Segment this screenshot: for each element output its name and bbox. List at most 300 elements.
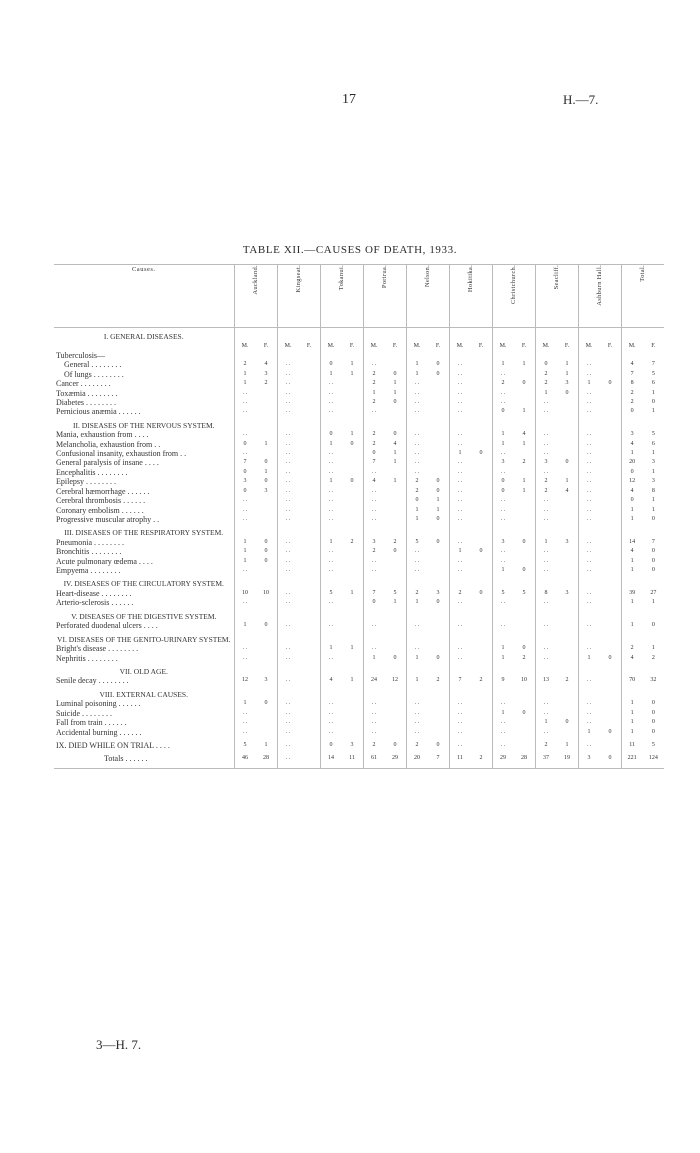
cause-label: Empyema . . . . . . . . bbox=[56, 566, 121, 576]
count-cell: 19 bbox=[564, 755, 570, 762]
section-heading-row bbox=[54, 417, 664, 431]
count-cell: . . bbox=[586, 557, 592, 564]
count-cell: . . bbox=[543, 515, 549, 522]
count-cell: 1 bbox=[329, 538, 333, 545]
count-cell bbox=[514, 468, 535, 477]
count-cell: 2 bbox=[479, 755, 483, 762]
count-cell: . . bbox=[586, 408, 592, 415]
section-heading-row bbox=[54, 608, 664, 622]
count-cell: 0 bbox=[329, 431, 333, 438]
count-cell: . . bbox=[371, 709, 377, 716]
count-cell: . . bbox=[543, 567, 549, 574]
count-cell bbox=[299, 709, 320, 718]
count-cell: 61 bbox=[371, 755, 377, 762]
count-cell bbox=[342, 709, 363, 718]
count-cell: . . bbox=[414, 709, 420, 716]
count-cell bbox=[557, 547, 578, 556]
count-cell: 1 bbox=[243, 548, 247, 555]
count-cell: 3 bbox=[264, 487, 268, 494]
count-cell: . . bbox=[242, 645, 248, 652]
count-cell: 1 bbox=[522, 478, 526, 485]
count-cell: 0 bbox=[264, 700, 268, 707]
table-row bbox=[54, 598, 664, 607]
count-cell: 5 bbox=[651, 742, 655, 748]
count-cell bbox=[514, 699, 535, 708]
count-cell: 0 bbox=[608, 728, 612, 735]
count-cell: . . bbox=[328, 506, 334, 513]
count-cell bbox=[342, 487, 363, 496]
count-cell: . . bbox=[457, 700, 463, 707]
count-cell: 1 bbox=[630, 450, 634, 457]
count-cell bbox=[600, 589, 621, 598]
count-cell: 1 bbox=[501, 567, 505, 574]
table-title: TABLE XII.—CAUSES OF DEATH, 1933. bbox=[242, 244, 458, 256]
count-cell bbox=[385, 506, 406, 515]
count-cell: 0 bbox=[415, 497, 419, 504]
count-cell: 2 bbox=[372, 440, 376, 447]
column-header: Hokitika. bbox=[466, 265, 474, 293]
count-cell bbox=[600, 506, 621, 515]
count-cell: 0 bbox=[372, 450, 376, 457]
cause-label: Coronary embolism . . . . . . bbox=[56, 505, 144, 515]
count-cell bbox=[514, 515, 535, 524]
count-cell: 8 bbox=[630, 380, 634, 387]
count-cell: 2 bbox=[458, 589, 462, 596]
count-cell bbox=[385, 699, 406, 708]
count-cell: . . bbox=[457, 487, 463, 494]
count-cell bbox=[557, 598, 578, 607]
sex-label: F. bbox=[521, 342, 527, 349]
count-cell: 1 bbox=[350, 370, 354, 377]
count-cell: 3 bbox=[243, 478, 247, 485]
count-cell: 4 bbox=[565, 487, 569, 494]
count-cell: . . bbox=[242, 654, 248, 661]
count-cell bbox=[428, 430, 449, 439]
count-cell: . . bbox=[586, 742, 592, 748]
document-code: H.—7. bbox=[563, 92, 599, 107]
cause-label: Luminal poisoning . . . . . . bbox=[56, 699, 141, 709]
table-row bbox=[54, 589, 664, 598]
count-cell: . . bbox=[371, 468, 377, 475]
count-cell bbox=[299, 496, 320, 505]
count-cell: 0 bbox=[501, 487, 505, 494]
column-header: Total. bbox=[639, 265, 647, 282]
count-cell: . . bbox=[242, 728, 248, 735]
count-cell: 3 bbox=[350, 742, 354, 748]
count-cell bbox=[256, 644, 277, 653]
count-cell bbox=[471, 718, 492, 727]
sex-label: M. bbox=[628, 342, 636, 349]
count-cell bbox=[256, 718, 277, 727]
count-cell bbox=[600, 487, 621, 496]
count-cell: 1 bbox=[501, 431, 505, 438]
sex-label: F. bbox=[607, 342, 613, 349]
table-row bbox=[54, 699, 664, 708]
count-cell: 1 bbox=[415, 515, 419, 522]
count-cell bbox=[471, 728, 492, 737]
count-cell: 3 bbox=[501, 459, 505, 466]
count-cell: 3 bbox=[565, 538, 569, 545]
count-cell: . . bbox=[414, 728, 420, 735]
count-cell: . . bbox=[543, 506, 549, 513]
count-cell bbox=[299, 458, 320, 467]
cause-label: General paralysis of insane . . . . bbox=[56, 458, 159, 468]
count-cell bbox=[342, 389, 363, 398]
count-cell: . . bbox=[586, 450, 592, 457]
count-cell bbox=[600, 515, 621, 524]
count-cell: 5 bbox=[393, 589, 397, 596]
count-cell: 1 bbox=[630, 506, 634, 513]
count-cell: . . bbox=[500, 389, 506, 396]
count-cell: 0 bbox=[264, 478, 268, 485]
count-cell: 7 bbox=[651, 361, 655, 368]
count-cell: . . bbox=[371, 408, 377, 415]
column-header: Tokanui. bbox=[337, 265, 345, 291]
count-cell: . . bbox=[242, 398, 248, 405]
count-cell: 1 bbox=[372, 389, 376, 396]
count-cell bbox=[471, 538, 492, 547]
count-cell: 1 bbox=[350, 677, 354, 684]
count-cell: 1 bbox=[393, 389, 397, 396]
count-cell: 1 bbox=[415, 599, 419, 606]
count-cell: 2 bbox=[415, 487, 419, 494]
sex-label: M. bbox=[327, 342, 335, 349]
count-cell: . . bbox=[457, 408, 463, 415]
count-cell: 2 bbox=[350, 538, 354, 545]
count-cell: . . bbox=[328, 709, 334, 716]
count-cell: . . bbox=[285, 755, 291, 762]
count-cell: . . bbox=[328, 408, 334, 415]
count-cell: 0 bbox=[436, 538, 440, 545]
count-cell: 2 bbox=[372, 431, 376, 438]
count-cell bbox=[471, 407, 492, 416]
count-cell: 0 bbox=[350, 440, 354, 447]
count-cell: . . bbox=[586, 506, 592, 513]
count-cell: . . bbox=[242, 408, 248, 415]
count-cell: . . bbox=[328, 557, 334, 564]
count-cell: 9 bbox=[501, 677, 505, 684]
count-cell bbox=[471, 468, 492, 477]
count-cell: 4 bbox=[522, 431, 526, 438]
sex-label: M. bbox=[499, 342, 507, 349]
count-cell bbox=[557, 709, 578, 718]
count-cell: . . bbox=[242, 719, 248, 726]
count-cell: 0 bbox=[329, 361, 333, 368]
cause-label: IX. DIED WHILE ON TRIAL . . . . bbox=[56, 741, 170, 750]
count-cell: 0 bbox=[651, 719, 655, 726]
count-cell: 0 bbox=[651, 622, 655, 629]
count-cell: . . bbox=[371, 700, 377, 707]
count-cell: 1 bbox=[243, 557, 247, 564]
count-cell bbox=[342, 547, 363, 556]
count-cell: 7 bbox=[436, 755, 440, 762]
count-cell bbox=[299, 538, 320, 547]
count-cell bbox=[514, 449, 535, 458]
count-cell bbox=[385, 360, 406, 369]
count-cell bbox=[428, 699, 449, 708]
count-cell: 1 bbox=[630, 599, 634, 606]
count-cell bbox=[600, 449, 621, 458]
sex-label: M. bbox=[413, 342, 421, 349]
count-cell: 0 bbox=[522, 645, 526, 652]
count-cell bbox=[428, 644, 449, 653]
count-cell: . . bbox=[242, 567, 248, 574]
count-cell: 10 bbox=[263, 589, 269, 596]
count-cell: . . bbox=[457, 380, 463, 387]
count-cell bbox=[299, 654, 320, 663]
count-cell: 1 bbox=[544, 389, 548, 396]
count-cell bbox=[299, 360, 320, 369]
count-cell: 6 bbox=[651, 380, 655, 387]
count-cell: 1 bbox=[651, 497, 655, 504]
section-heading: I. GENERAL DISEASES. bbox=[103, 332, 184, 341]
count-cell: . . bbox=[285, 567, 291, 574]
count-cell: . . bbox=[457, 742, 463, 748]
count-cell: 1 bbox=[393, 459, 397, 466]
count-cell: 6 bbox=[651, 440, 655, 447]
count-cell: . . bbox=[285, 728, 291, 735]
count-cell: 28 bbox=[263, 755, 269, 762]
count-cell: . . bbox=[500, 506, 506, 513]
count-cell: 1 bbox=[651, 506, 655, 513]
count-cell: . . bbox=[500, 398, 506, 405]
section-heading-row bbox=[54, 524, 664, 538]
count-cell: 3 bbox=[544, 459, 548, 466]
count-cell bbox=[471, 430, 492, 439]
cause-label: Pneumonia . . . . . . . . bbox=[56, 537, 124, 547]
count-cell: 2 bbox=[630, 398, 634, 405]
count-cell: 10 bbox=[521, 677, 527, 684]
count-cell: . . bbox=[586, 548, 592, 555]
count-cell: . . bbox=[242, 497, 248, 504]
cause-label: Perforated duodenal ulcers . . . . bbox=[56, 621, 158, 631]
table-row bbox=[54, 389, 664, 398]
count-cell: . . bbox=[414, 622, 420, 629]
sex-label: F. bbox=[392, 342, 398, 349]
count-cell bbox=[299, 370, 320, 379]
count-cell: . . bbox=[586, 398, 592, 405]
table-row bbox=[54, 379, 664, 388]
count-cell: 3 bbox=[565, 589, 569, 596]
count-cell bbox=[428, 557, 449, 566]
count-cell: 2 bbox=[501, 380, 505, 387]
count-cell: 29 bbox=[500, 755, 506, 762]
count-cell bbox=[471, 709, 492, 718]
count-cell: 1 bbox=[329, 478, 333, 485]
count-cell: . . bbox=[586, 370, 592, 377]
count-cell: 1 bbox=[329, 645, 333, 652]
section-heading: VIII. EXTERNAL CAUSES. bbox=[99, 689, 188, 699]
count-cell: . . bbox=[500, 548, 506, 555]
count-cell: . . bbox=[414, 431, 420, 438]
count-cell: 2 bbox=[630, 645, 634, 652]
count-cell bbox=[471, 360, 492, 369]
count-cell: . . bbox=[457, 506, 463, 513]
count-cell: 1 bbox=[630, 709, 634, 716]
section-heading-row bbox=[54, 631, 664, 645]
count-cell bbox=[600, 440, 621, 449]
count-cell: . . bbox=[328, 622, 334, 629]
count-cell: . . bbox=[371, 557, 377, 564]
count-cell: . . bbox=[285, 709, 291, 716]
count-cell: . . bbox=[285, 497, 291, 504]
table-row bbox=[54, 709, 664, 718]
count-cell: . . bbox=[285, 548, 291, 555]
table-row bbox=[54, 728, 664, 737]
count-cell bbox=[428, 379, 449, 388]
count-cell: 2 bbox=[415, 742, 419, 748]
count-cell bbox=[299, 598, 320, 607]
count-cell: 4 bbox=[630, 440, 634, 447]
count-cell: 0 bbox=[393, 398, 397, 405]
count-cell bbox=[385, 621, 406, 630]
totals-row bbox=[54, 754, 664, 763]
count-cell: 0 bbox=[651, 398, 655, 405]
count-cell: 3 bbox=[264, 677, 268, 684]
table-row bbox=[54, 654, 664, 663]
count-cell bbox=[600, 547, 621, 556]
count-cell: . . bbox=[414, 380, 420, 387]
count-cell: 3 bbox=[587, 755, 591, 762]
count-cell: . . bbox=[285, 478, 291, 485]
column-header: Christchurch. bbox=[509, 265, 517, 305]
count-cell: 0 bbox=[479, 450, 483, 457]
count-cell: . . bbox=[457, 645, 463, 652]
count-cell: . . bbox=[543, 408, 549, 415]
sex-label: M. bbox=[542, 342, 550, 349]
count-cell: 1 bbox=[651, 599, 655, 606]
count-cell: . . bbox=[328, 548, 334, 555]
count-cell bbox=[471, 644, 492, 653]
count-cell: . . bbox=[586, 589, 592, 596]
count-cell: 1 bbox=[501, 654, 505, 661]
count-cell bbox=[471, 741, 492, 750]
table-row bbox=[54, 440, 664, 449]
table-row bbox=[54, 741, 664, 750]
cause-label: Diabetes . . . . . . . . bbox=[56, 397, 116, 407]
count-cell: . . bbox=[586, 468, 592, 475]
count-cell: 0 bbox=[436, 487, 440, 494]
section-heading: VI. DISEASES OF THE GENITO-URINARY SYSTEM. bbox=[57, 634, 231, 644]
count-cell: . . bbox=[543, 700, 549, 707]
count-cell bbox=[471, 477, 492, 486]
count-cell bbox=[471, 458, 492, 467]
count-cell: 2 bbox=[372, 398, 376, 405]
count-cell: . . bbox=[586, 719, 592, 726]
page-number: 17 bbox=[342, 92, 356, 107]
count-cell bbox=[557, 699, 578, 708]
count-cell: . . bbox=[500, 557, 506, 564]
count-cell: . . bbox=[371, 622, 377, 629]
count-cell: . . bbox=[328, 380, 334, 387]
count-cell bbox=[428, 547, 449, 556]
count-cell: 0 bbox=[651, 728, 655, 735]
count-cell: 1 bbox=[565, 478, 569, 485]
count-cell: 4 bbox=[630, 548, 634, 555]
count-cell bbox=[428, 389, 449, 398]
count-cell: . . bbox=[285, 515, 291, 522]
count-cell: 0 bbox=[393, 742, 397, 748]
count-cell bbox=[557, 644, 578, 653]
count-cell: 70 bbox=[629, 677, 636, 684]
count-cell: 7 bbox=[630, 370, 634, 377]
count-cell bbox=[428, 728, 449, 737]
count-cell: 1 bbox=[630, 700, 634, 707]
count-cell: 3 bbox=[436, 589, 440, 596]
count-cell: . . bbox=[543, 497, 549, 504]
count-cell bbox=[514, 718, 535, 727]
count-cell: 221 bbox=[627, 755, 637, 762]
count-cell: 0 bbox=[264, 557, 268, 564]
count-cell bbox=[428, 718, 449, 727]
count-cell: 28 bbox=[521, 755, 527, 762]
count-cell bbox=[471, 370, 492, 379]
count-cell bbox=[600, 468, 621, 477]
count-cell: . . bbox=[414, 450, 420, 457]
section-heading: VII. OLD AGE. bbox=[119, 666, 168, 676]
count-cell: 1 bbox=[243, 538, 247, 545]
count-cell: 1 bbox=[415, 677, 419, 684]
count-cell: 1 bbox=[350, 589, 354, 596]
count-cell: . . bbox=[500, 370, 506, 377]
count-cell: . . bbox=[500, 468, 506, 475]
table-row bbox=[54, 407, 664, 416]
count-cell: . . bbox=[414, 398, 420, 405]
cause-label: Fall from train . . . . . . bbox=[56, 718, 127, 728]
count-cell: 0 bbox=[264, 622, 268, 629]
count-cell: . . bbox=[586, 538, 592, 545]
count-cell bbox=[557, 449, 578, 458]
cause-label: Cancer . . . . . . . . bbox=[56, 379, 111, 389]
count-cell: 1 bbox=[630, 728, 634, 735]
count-cell: . . bbox=[457, 398, 463, 405]
count-cell: 0 bbox=[243, 487, 247, 494]
count-cell: . . bbox=[414, 440, 420, 447]
count-cell: 3 bbox=[264, 370, 268, 377]
section-heading: IV. DISEASES OF THE CIRCULATORY SYSTEM. bbox=[63, 579, 224, 589]
count-cell: 8 bbox=[651, 487, 655, 494]
count-cell bbox=[600, 709, 621, 718]
count-cell bbox=[428, 621, 449, 630]
count-cell bbox=[471, 621, 492, 630]
count-cell: 1 bbox=[436, 506, 440, 513]
count-cell: 27 bbox=[650, 589, 657, 596]
count-cell bbox=[299, 379, 320, 388]
section-heading: V. DISEASES OF THE DIGESTIVE SYSTEM. bbox=[71, 611, 217, 621]
count-cell: . . bbox=[414, 459, 420, 466]
cause-label: Suicide . . . . . . . . bbox=[56, 708, 112, 718]
sex-label: M. bbox=[456, 342, 464, 349]
count-cell: 5 bbox=[651, 431, 655, 438]
count-cell bbox=[471, 566, 492, 575]
count-cell bbox=[385, 644, 406, 653]
count-cell: 1 bbox=[350, 645, 354, 652]
count-cell: . . bbox=[285, 622, 291, 629]
count-cell: 0 bbox=[544, 361, 548, 368]
count-cell: . . bbox=[414, 389, 420, 396]
table-row bbox=[54, 360, 664, 369]
count-cell: 12 bbox=[629, 478, 636, 485]
count-cell: 1 bbox=[544, 538, 548, 545]
count-cell: 3 bbox=[372, 538, 376, 545]
count-cell: . . bbox=[500, 719, 506, 726]
count-cell bbox=[514, 547, 535, 556]
count-cell: 7 bbox=[651, 538, 655, 545]
count-cell: 1 bbox=[243, 700, 247, 707]
count-cell: . . bbox=[414, 408, 420, 415]
count-cell: 0 bbox=[565, 719, 569, 726]
count-cell bbox=[342, 379, 363, 388]
